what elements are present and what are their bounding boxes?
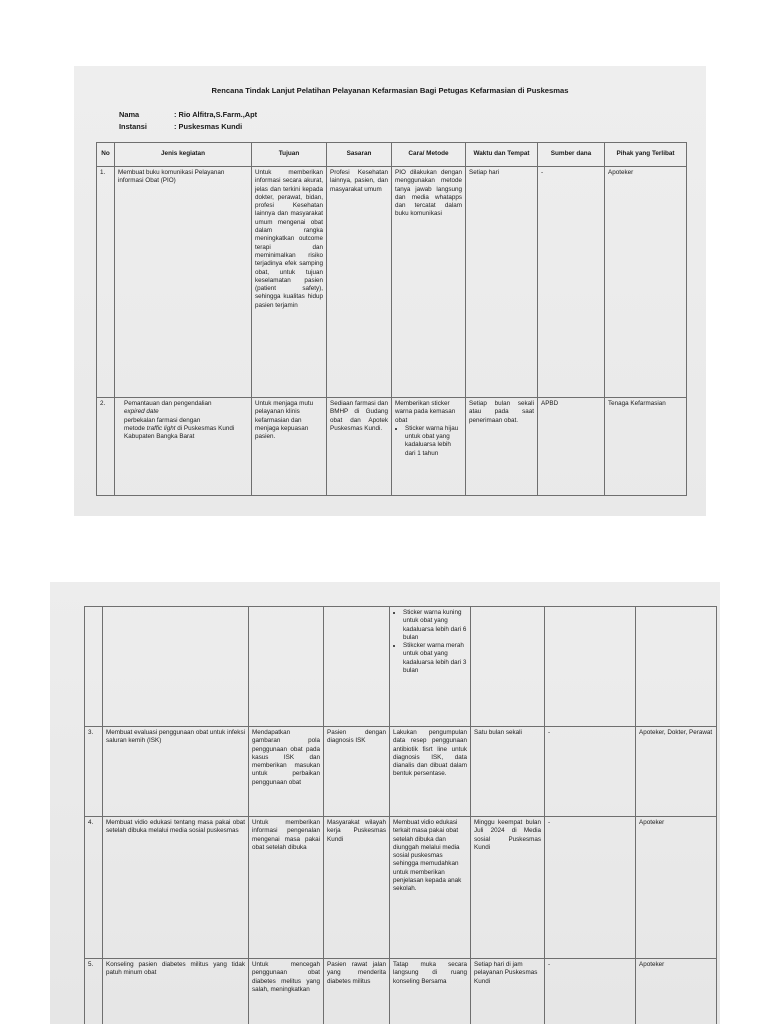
table-header-row [97, 143, 687, 167]
row-sasaran: Pasien dengan diagnosis ISK [324, 727, 390, 817]
row-tujuan: Mendapatkan gambaran pola penggunaan obat pada kasus ISK dan memberikan masukan untuk perbaikan penggunaan obat [249, 727, 324, 817]
kegiatan-italic: expired date [124, 408, 159, 416]
instansi-label: Instansi [119, 122, 147, 131]
row-dana: - [545, 817, 636, 959]
kegiatan-part: di Puskesmas Kundi Kabupaten Bangka Barat [124, 424, 235, 441]
nama-label: Nama [119, 110, 140, 119]
row-kegiatan: Membuat buku komunikasi Pelayanan informasi Obat (PIO) [115, 167, 252, 398]
kegiatan-part: perbekalan farmasi dengan [124, 416, 201, 424]
row-pihak: Apoteker [636, 959, 717, 1024]
list-item: • Stikcker warna merah untuk obat yang kadaluarsa lebih dari 3 bulan [403, 642, 467, 675]
meta-instansi [119, 122, 242, 131]
row-sasaran: Sediaan farmasi dan BMHP di Gudang obat dan Apotek Puskesmas Kundi. [327, 398, 392, 496]
row-metode [392, 398, 466, 496]
list-item: • Sticker warna hijau untuk obat yang kadaluarsa lebih dari 1 tahun [405, 425, 462, 458]
row-waktu: Minggu keempat bulan Juli 2024 di Media sosial Puskesmas Kundi [471, 817, 545, 959]
kegiatan-italic: traffic light [146, 424, 176, 432]
plan-table-page-2 [84, 606, 717, 1024]
table-row [85, 817, 717, 959]
col-header-kegiatan: Jenis kegiatan [115, 143, 252, 167]
col-header-dana: Sumber dana [538, 143, 605, 167]
row-tujuan: Untuk mencegah penggunaan obat diabetes melitus yang salah, meningkatkan [249, 959, 324, 1024]
row-pihak: Tenaga Kefarmasian [605, 398, 687, 496]
nama-value: : Rio Alfitra,S.Farm.,Apt [174, 110, 258, 119]
row-waktu: Setiap hari [466, 167, 538, 398]
row-dana: - [545, 727, 636, 817]
table-row [85, 727, 717, 817]
row-dana: - [538, 167, 605, 398]
row-metode [390, 607, 471, 727]
row-sasaran: Masyarakat wilayah kerja Puskesmas Kundi [324, 817, 390, 959]
row-sasaran: Profesi Kesehatan lainnya, pasien, dan masyarakat umum [327, 167, 392, 398]
row-tujuan: Untuk menjaga mutu pelayanan klinis kefarmasian dan menjaga kepuasan pasien. [252, 398, 327, 496]
row-sasaran: Pasien rawat jalan yang menderita diabetes militus [324, 959, 390, 1024]
row-dana: - [545, 959, 636, 1024]
row-pihak: Apoteker [636, 817, 717, 959]
meta-nama [119, 110, 257, 119]
row-no: 4. [85, 817, 103, 959]
col-header-waktu: Waktu dan Tempat [466, 143, 538, 167]
row-no: 5. [85, 959, 103, 1024]
table-row [97, 167, 687, 398]
row-waktu: Satu bulan sekali [471, 727, 545, 817]
row-kegiatan: Membuat vidio edukasi tentang masa pakai obat setelah dibuka melalui media sosial puskesmas [103, 817, 249, 959]
sticker-list [393, 609, 467, 675]
sticker-list [395, 425, 462, 458]
metode-text: Memberikan sticker warna pada kemasan obat [395, 400, 456, 424]
col-header-no: No [97, 143, 115, 167]
row-no: 2. [97, 398, 115, 496]
col-header-pihak: Pihak yang Terlibat [605, 143, 687, 167]
col-header-sasaran: Sasaran [327, 143, 392, 167]
row-pihak: Apoteker, Dokter, Perawat [636, 727, 717, 817]
document-title: Rencana Tindak Lanjut Pelatihan Pelayanan Kefarmasian Bagi Petugas Kefarmasian di Puskesmas [211, 86, 569, 95]
col-header-metode: Cara/ Metode [392, 143, 466, 167]
row-no: 3. [85, 727, 103, 817]
kegiatan-part: Pemantauan dan pengendalian [124, 400, 212, 407]
row-tujuan: Untuk memberikan informasi secara akurat, jelas dan terkini kepada dokter, perawat, bidan, profesi Kesehatan lainnya dan masyarakat umum mengenai obat dalam rangka meningkatkan outcome terapi dan meminimalkan risiko terjadinya efek samping obat, untuk tujuan keselamatan pasien (patient safety), sehingga kualitas hidup pasien terjamin [252, 167, 327, 398]
table-row [85, 959, 717, 1024]
row-dana: APBD [538, 398, 605, 496]
table-row-continued [85, 607, 717, 727]
row-kegiatan: Konseling pasien diabetes militus yang tidak patuh minum obat [103, 959, 249, 1024]
row-kegiatan [115, 398, 252, 496]
kegiatan-part: metode [124, 424, 146, 432]
row-tujuan: Untuk memberikan informasi pengenalan mengenai masa pakai obat setelah dibuka [249, 817, 324, 959]
row-waktu: Setiap hari di jam pelayanan Puskesmas Kundi [471, 959, 545, 1024]
row-waktu: Setiap bulan sekali atau pada saat penerimaan obat. [466, 398, 538, 496]
row-metode: Membuat vidio edukasi terkait masa pakai obat setelah dibuka dan diunggah melalui media sosial puskesmas sehingga memudahkan untuk memberikan penjelasan kepada anak sekolah. [390, 817, 471, 959]
row-kegiatan: Membuat evaluasi penggunaan obat untuk infeksi saluran kemih (ISK) [103, 727, 249, 817]
table-row [97, 398, 687, 496]
document-photo-page-1 [74, 66, 706, 516]
row-no: 1. [97, 167, 115, 398]
row-metode: Lakukan pengumpulan data resep penggunaan antibiotik fisrt line untuk diagnosis ISK, data dianalis dan dibuat dalam bentuk persentase. [390, 727, 471, 817]
col-header-tujuan: Tujuan [252, 143, 327, 167]
document-photo-page-2 [50, 582, 720, 1024]
row-metode: PIO dilakukan dengan menggunakan metode tanya jawab langsung dan media whatapps dan tercatat dalam buku komunikasi [392, 167, 466, 398]
plan-table-page-1 [96, 142, 687, 496]
row-metode: Tatap muka secara langsung di ruang konseling Bersama [390, 959, 471, 1024]
row-pihak: Apoteker [605, 167, 687, 398]
list-item: • Sticker warna kuning untuk obat yang kadaluarsa lebih dari 6 bulan [403, 609, 467, 642]
instansi-value: : Puskesmas Kundi [174, 122, 243, 131]
